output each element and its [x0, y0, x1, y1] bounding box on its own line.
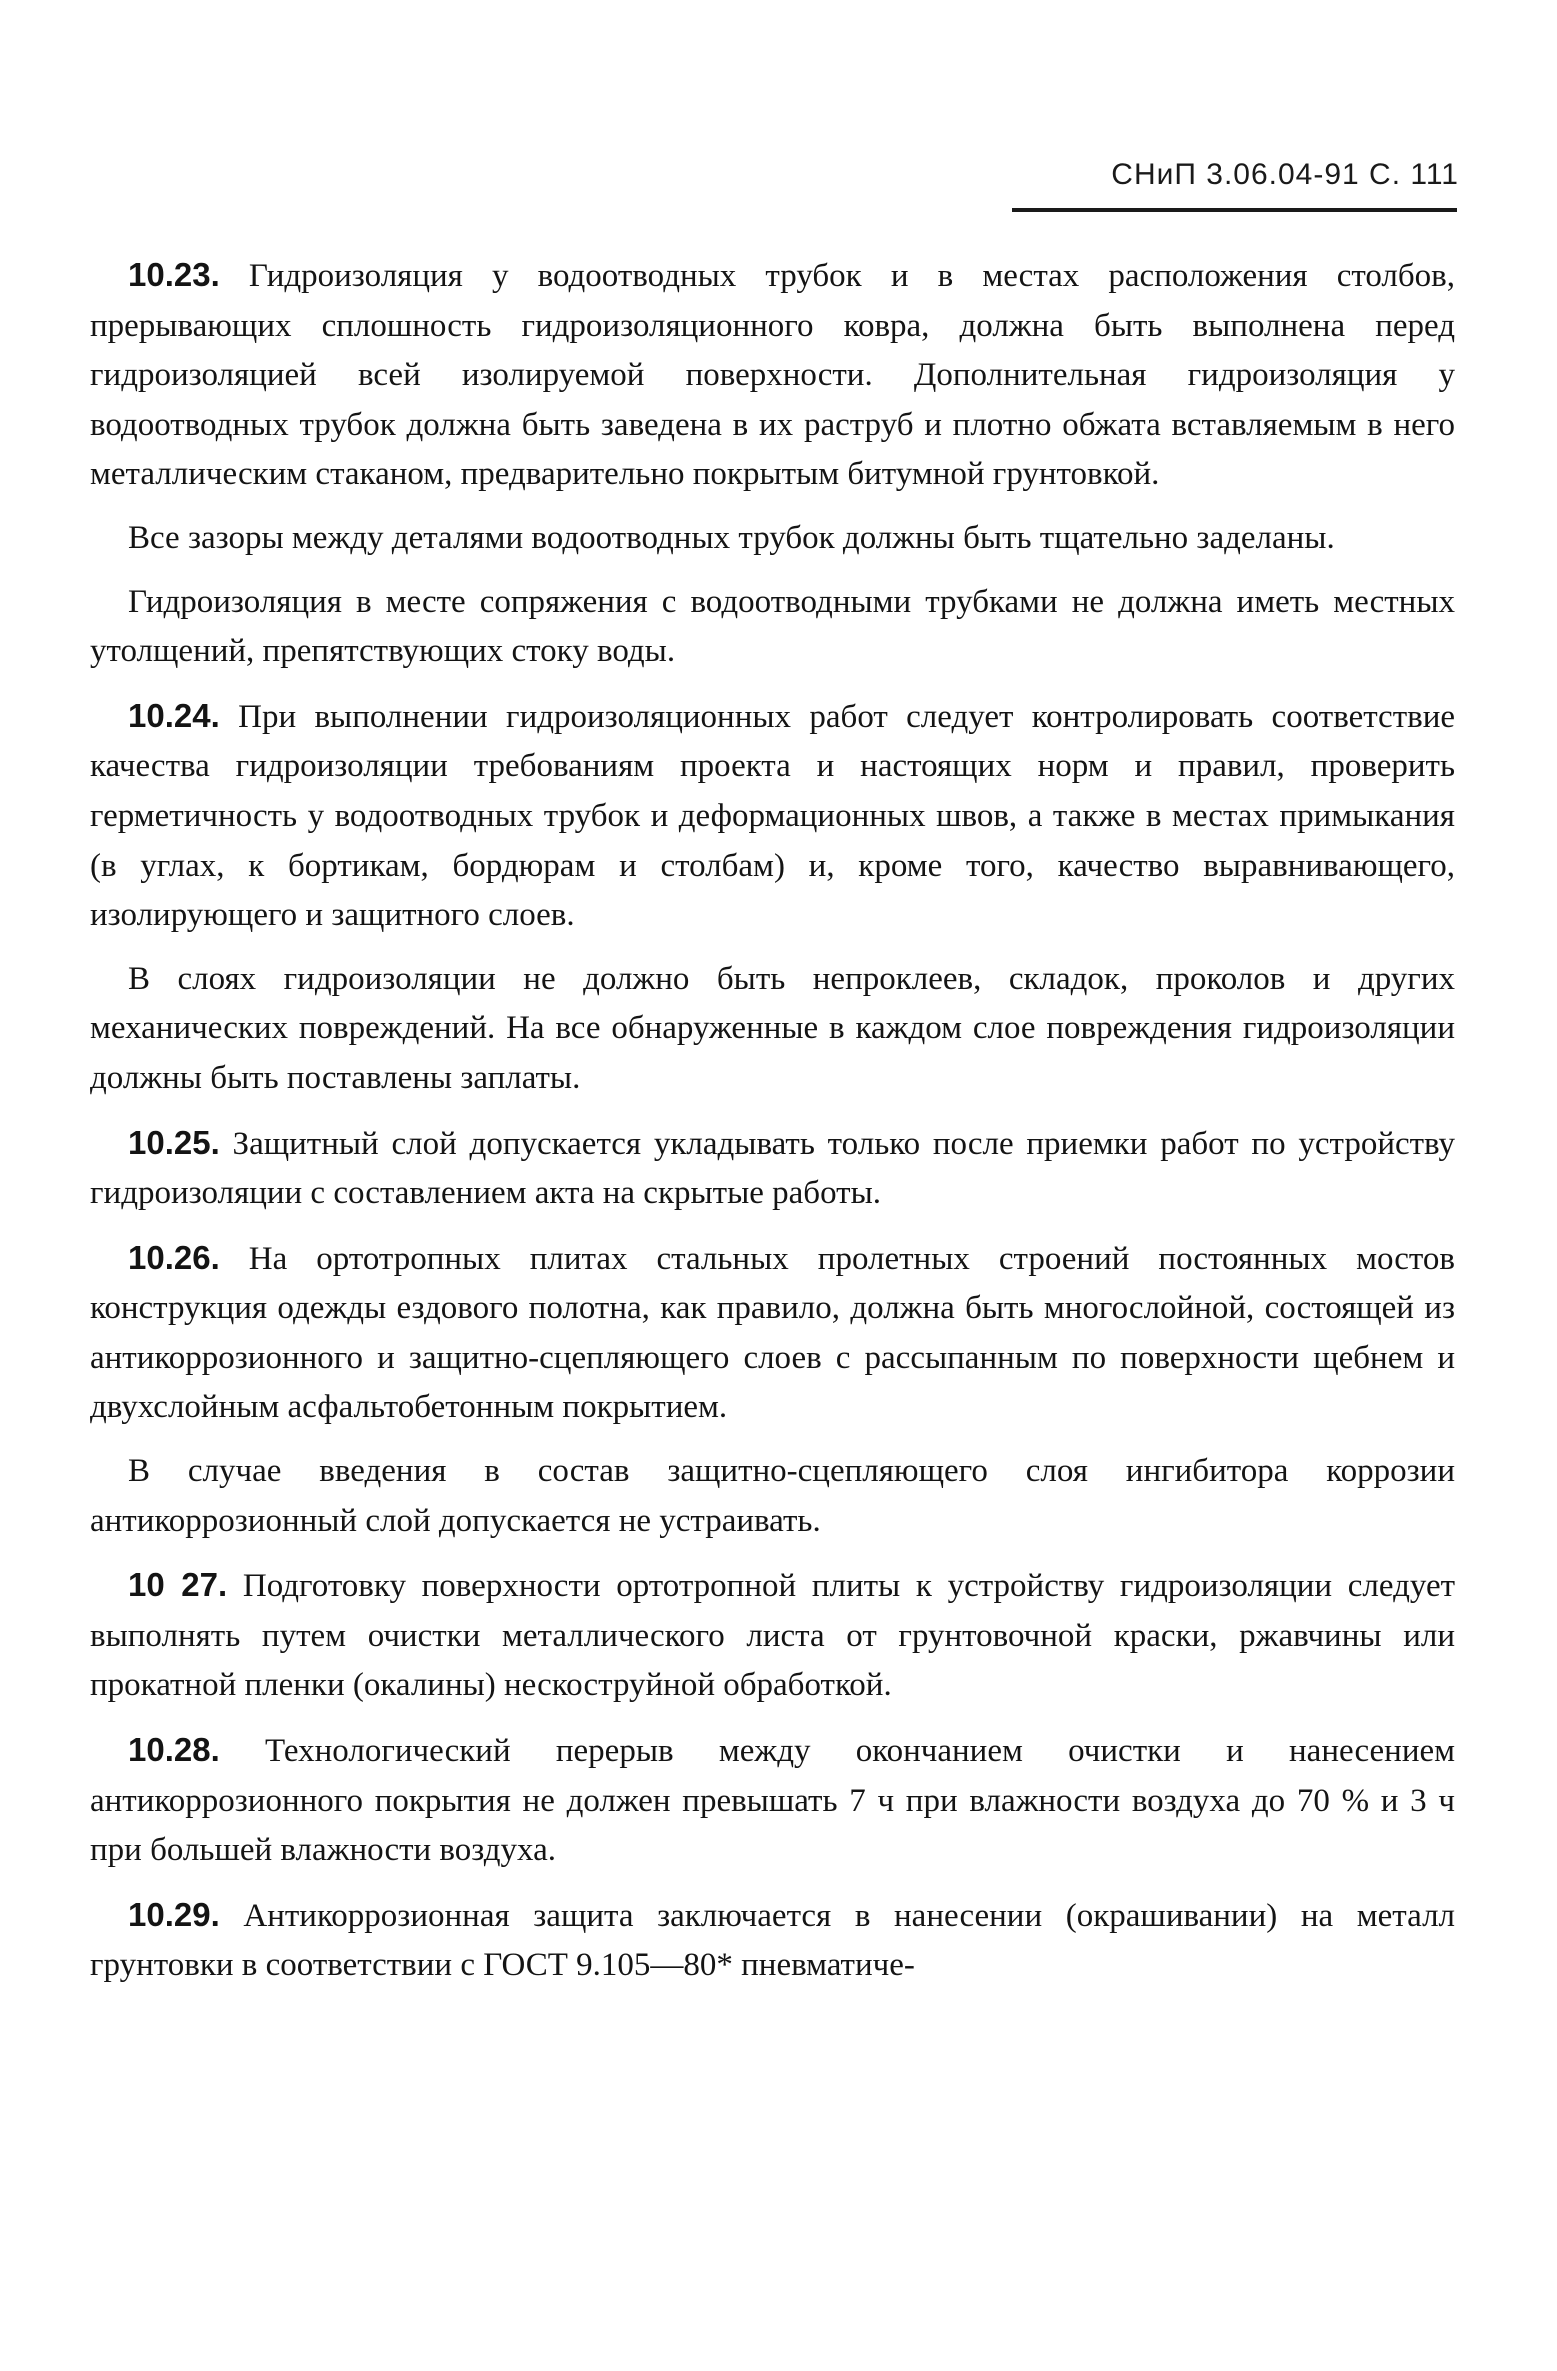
paragraph-text: В случае введения в состав защитно-сцепляющего слоя ингибитора коррозии антикоррозионный слой допускается не устраивать. — [90, 1453, 1455, 1539]
paragraph-text: Защитный слой допускается укладывать только после приемки работ по устройству гидроизоляции с составлением акта на скрытые работы. — [90, 1125, 1456, 1212]
paragraph — [90, 578, 1455, 677]
clause-number: 10.25. — [128, 1123, 220, 1161]
paragraph — [90, 955, 1455, 1104]
paragraph-text: Все зазоры между деталями водоотводных трубок должны быть тщательно заделаны. — [128, 519, 1335, 556]
paragraph-text: На ортотропных плитах стальных пролетных строений постоянных мостов конструкция одежды ездового полотна, как правило, должна быть многослойной, состоящей из антикоррозионного и защитно-сцепляющего слоев с рассыпанным по поверхности щебнем и двухслойным асфальтобетонным покрытием. — [90, 1240, 1456, 1426]
clause-number: 10.28. — [128, 1731, 220, 1769]
clause-number: 10 27. — [128, 1566, 228, 1604]
paragraph-10-24 — [90, 691, 1455, 941]
paragraph-text: Антикоррозионная защита заключается в нанесении (окрашивании) на металл грунтовки в соответствии с ГОСТ 9.105—80* пневматиче- — [90, 1897, 1456, 1984]
clause-number: 10.26. — [128, 1238, 220, 1276]
paragraph-10-25 — [90, 1118, 1455, 1219]
paragraph-text: Гидроизоляция у водоотводных трубок и в местах расположения столбов, прерывающих сплошность гидроизоляционного ковра, должна быть выполнена перед гидроизоляцией всей изолируемой поверхности. Дополнительная гидроизоляция у водоотводных трубок должна быть заведена в их раструб и плотно обжата вставляемым в него металлическим стаканом, предварительно покрытым битумной грунтовкой. — [90, 258, 1455, 493]
paragraph-text: Подготовку поверхности ортотропной плиты к устройству гидроизоляции следует выполнять путем очистки металлического листа от грунтовочной краски, ржавчины или прокатной пленки (окалины) нескоструйной обработкой. — [90, 1568, 1456, 1704]
paragraph-10-28 — [90, 1725, 1455, 1876]
paragraph — [90, 514, 1455, 564]
paragraph-10-26 — [90, 1233, 1455, 1433]
paragraph-text: При выполнении гидроизоляционных работ следует контролировать соответствие качества гидроизоляции требованиям проекта и настоящих норм и правил, проверить герметичность у водоотводных трубок и деформационных швов, а также в местах примыкания (в углах, к бортикам, бордюрам и столбам) и, кроме того, качество выравнивающего, изолирующего и защитного слоев. — [90, 698, 1456, 934]
paragraph-10-29 — [90, 1890, 1455, 1991]
body-text — [90, 250, 1455, 2005]
paragraph-text: Гидроизоляция в месте сопряжения с водоотводными трубками не должна иметь местных утолщений, препятствующих стоку воды. — [90, 583, 1455, 670]
page-header: СНиП 3.06.04-91 С. 111 — [1111, 158, 1459, 191]
clause-number: 10.29. — [128, 1895, 220, 1933]
paragraph-text: В слоях гидроизоляции не должно быть непроклеев, складок, проколов и других механических повреждений. На все обнаруженные в каждом слое повреждения гидроизоляции должны быть поставлены заплаты. — [90, 960, 1455, 1096]
paragraph-text: Технологический перерыв между окончанием очистки и нанесением антикоррозионного покрытия не должен превышать 7 ч при влажности воздуха до 70 % и 3 ч при большей влажности воздуха. — [90, 1733, 1456, 1869]
clause-number: 10.24. — [128, 696, 220, 734]
paragraph-10-23 — [90, 250, 1455, 500]
header-rule — [1012, 208, 1457, 212]
paragraph — [90, 1447, 1455, 1546]
paragraph-10-27 — [90, 1560, 1455, 1711]
clause-number: 10.23. — [128, 256, 220, 293]
